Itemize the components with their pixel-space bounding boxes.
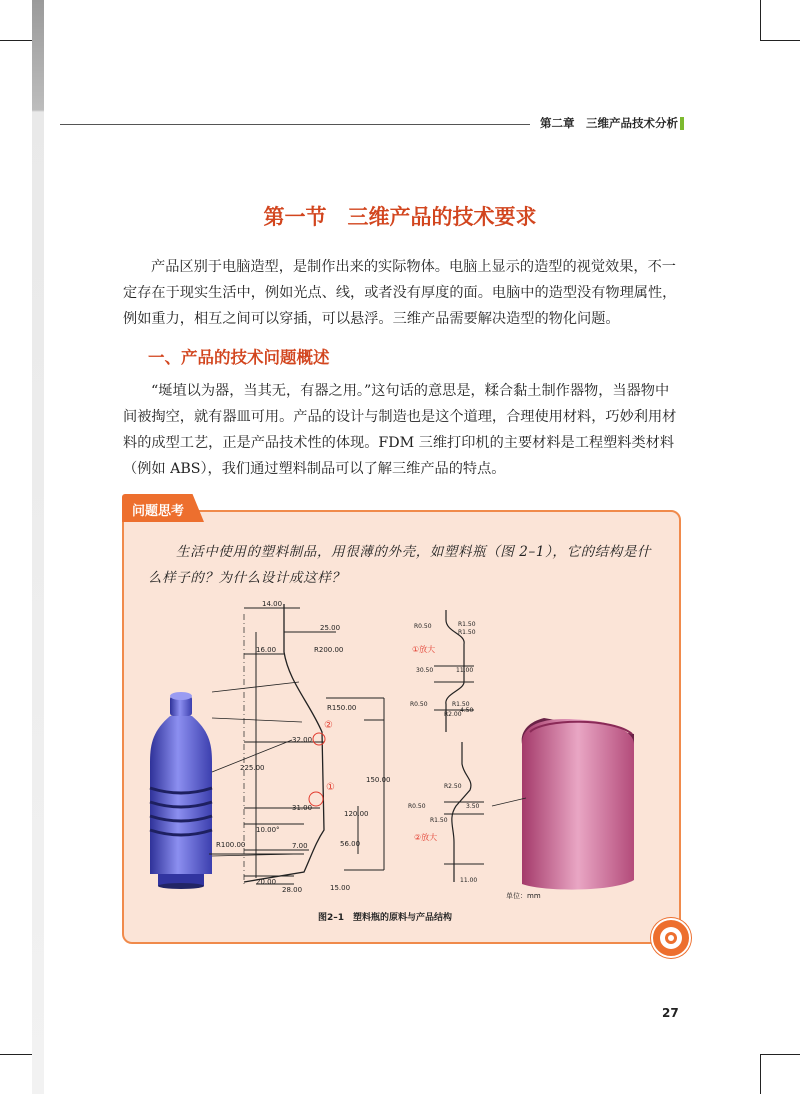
dim-label: 25.00: [320, 624, 341, 632]
thin-shell-render: [522, 718, 634, 890]
marker-label: ①: [326, 782, 335, 793]
think-question: [148, 539, 663, 591]
text-line: “埏埴以为器，当其无，有器之用。”这句话的意思是，糅合黏土制作器物，当器物中: [151, 383, 670, 399]
body-paragraph: [123, 378, 691, 482]
detail-label: 3.50: [466, 803, 480, 810]
detail-label: R2.50: [444, 783, 462, 790]
detail-label: R0.50: [414, 623, 432, 630]
text-line: 定存在于现实生活中，例如光点、线，或者没有厚度的面。电脑中的造型没有物理属性，: [123, 285, 677, 301]
text-line: 产品区别于电脑造型，是制作出来的实际物体。电脑上显示的造型的视觉效果，不一: [151, 259, 676, 275]
detail-label: R1.50: [458, 621, 476, 628]
dim-label: 16.00: [256, 646, 277, 654]
think-box-tab-label: 问题思考: [132, 504, 185, 519]
detail-label: R2.00: [444, 711, 462, 718]
dim-label: 10.00°: [256, 826, 280, 834]
dim-label: 56.00: [340, 840, 361, 848]
bottle-3d-render: [150, 692, 212, 889]
chapter-header: 第二章 三维产品技术分析: [540, 116, 678, 130]
page-number: 27: [662, 1006, 679, 1020]
text-line: 料的成型工艺，正是产品技术性的体现。FDM 三维打印机的主要材料是工程塑料类材料: [123, 435, 675, 451]
detail-label: R0.50: [410, 701, 428, 708]
dim-label: 28.00: [282, 886, 303, 894]
question-line: 生活中使用的塑料制品，用很薄的外壳，如塑料瓶（图 2–1），它的结构是什: [176, 544, 652, 560]
figure-2-1: [144, 592, 654, 927]
dim-label: 31.00: [292, 804, 313, 812]
dim-label: 150.00: [366, 776, 391, 784]
crop-mark: [760, 40, 800, 41]
dim-label: R100.00: [216, 841, 246, 849]
dim-label: 225.00: [240, 764, 265, 772]
header-rule: [60, 124, 530, 125]
crop-mark: [760, 1054, 800, 1055]
dim-label: 15.00: [330, 884, 351, 892]
detail-1-title: ①放大: [412, 645, 436, 654]
text-line: 例如重力，相互之间可以穿插，可以悬浮。三维产品需要解决造型的物化问题。: [123, 311, 620, 327]
detail-2: [444, 742, 484, 882]
header-accent-bar: [680, 117, 684, 130]
detail-label: R0.50: [408, 803, 426, 810]
text-line: （例如 ABS），我们通过塑料制品可以了解三维产品的特点。: [123, 461, 506, 477]
detail-label: R1.50: [430, 817, 448, 824]
dim-label: R150.00: [327, 704, 357, 712]
detail-label: R1.50: [458, 629, 476, 636]
page-edge-strip: [32, 0, 44, 1094]
text-line: 间被掏空，就有器皿可用。产品的设计与制造也是这个道理，合理使用材料，巧妙利用材: [123, 409, 677, 425]
dim-label: 20.00: [256, 878, 277, 886]
crop-mark: [760, 1054, 761, 1094]
question-line: 么样子的？为什么设计成这样？: [148, 570, 346, 586]
dim-label: 14.00: [262, 600, 283, 608]
section-title: 第一节 三维产品的技术要求: [263, 205, 537, 229]
crop-mark: [760, 0, 761, 40]
dim-label: 120.00: [344, 810, 369, 818]
dim-label: 7.00: [292, 842, 308, 850]
thinking-head-icon: [651, 918, 691, 958]
dim-label: R200.00: [314, 646, 344, 654]
detail-2-title: ②放大: [414, 833, 438, 842]
detail-label: 4.50: [460, 707, 474, 714]
detail-label: 11.00: [460, 877, 478, 884]
subsection-title: 一、产品的技术问题概述: [148, 348, 330, 367]
figure-drawing: [144, 592, 654, 927]
unit-label: 单位：mm: [506, 892, 541, 900]
figure-caption: 图2–1 塑料瓶的原料与产品结构: [318, 913, 453, 923]
marker-label: ②: [324, 720, 333, 731]
intro-paragraph: [123, 254, 691, 332]
dim-label: 32.00: [292, 736, 313, 744]
detail-label: 11.00: [456, 667, 474, 674]
detail-label: 30.50: [416, 667, 434, 674]
detail-label: R1.50: [452, 701, 470, 708]
